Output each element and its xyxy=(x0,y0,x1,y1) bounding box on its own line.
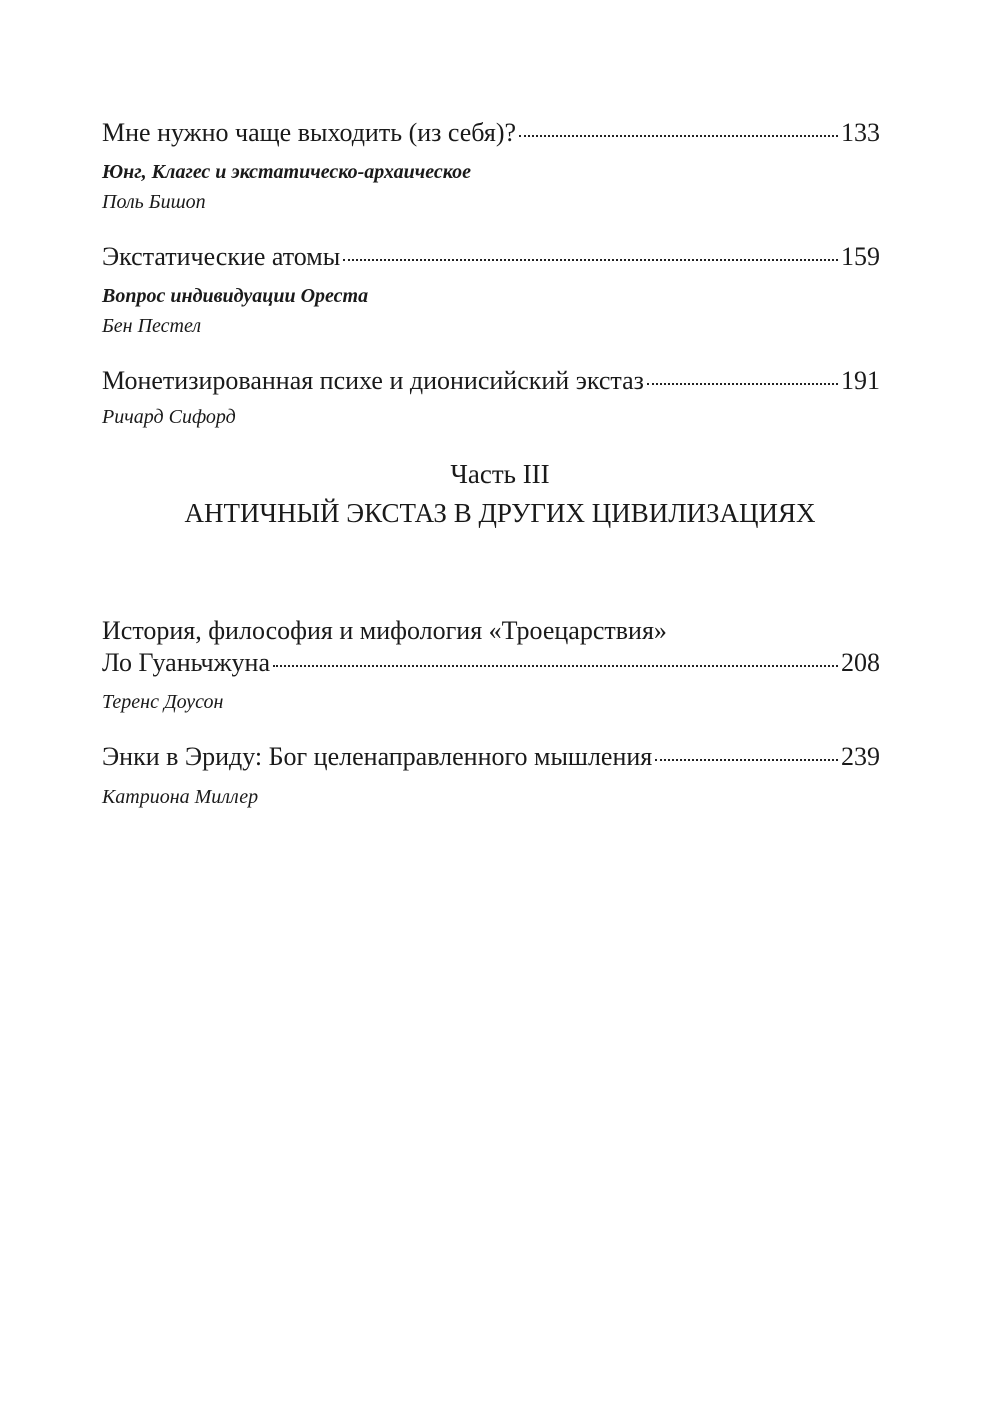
entry-subtitle: Вопрос индивидуации Ореста xyxy=(102,285,369,307)
entry-title: Ло Гуаньчжуна xyxy=(102,648,271,677)
page-number: 159 xyxy=(841,242,880,271)
entry-title: Энки в Эриду: Бог целенаправленного мышления xyxy=(102,742,653,771)
part-heading: АНТИЧНЫЙ ЭКСТАЗ В ДРУГИХ ЦИВИЛИЗАЦИЯХ xyxy=(184,498,816,528)
page-number: 133 xyxy=(841,118,880,147)
toc-entry-title[interactable] xyxy=(102,242,880,272)
toc-entry-title[interactable] xyxy=(102,366,880,396)
entry-subtitle: Юнг, Клагес и экстатическо-архаическое xyxy=(102,161,471,183)
toc-entry-title[interactable] xyxy=(102,118,880,148)
leader-dots xyxy=(273,665,838,667)
entry-title: Мне нужно чаще выходить (из себя)? xyxy=(102,118,517,147)
page-number: 191 xyxy=(841,366,880,395)
entry-author: Ричард Сифорд xyxy=(102,406,236,428)
entry-author: Теренс Доусон xyxy=(102,691,224,713)
entry-title: Экстатические атомы xyxy=(102,242,341,271)
leader-dots xyxy=(519,135,838,137)
entry-title-line1[interactable]: История, философия и мифология «Троецарствия» xyxy=(102,616,667,645)
toc-entry-title[interactable] xyxy=(102,648,880,678)
leader-dots xyxy=(647,383,838,385)
part-label: Часть III xyxy=(450,459,550,489)
leader-dots xyxy=(343,259,838,261)
toc-entry-title[interactable] xyxy=(102,742,880,772)
entry-author: Поль Бишоп xyxy=(102,191,206,213)
page-number: 208 xyxy=(841,648,880,677)
entry-author: Бен Пестел xyxy=(102,315,202,337)
leader-dots xyxy=(655,759,838,761)
page-number: 239 xyxy=(841,742,880,771)
entry-author: Катриона Миллер xyxy=(102,786,259,808)
entry-title: Монетизированная психе и дионисийский экстаз xyxy=(102,366,644,395)
